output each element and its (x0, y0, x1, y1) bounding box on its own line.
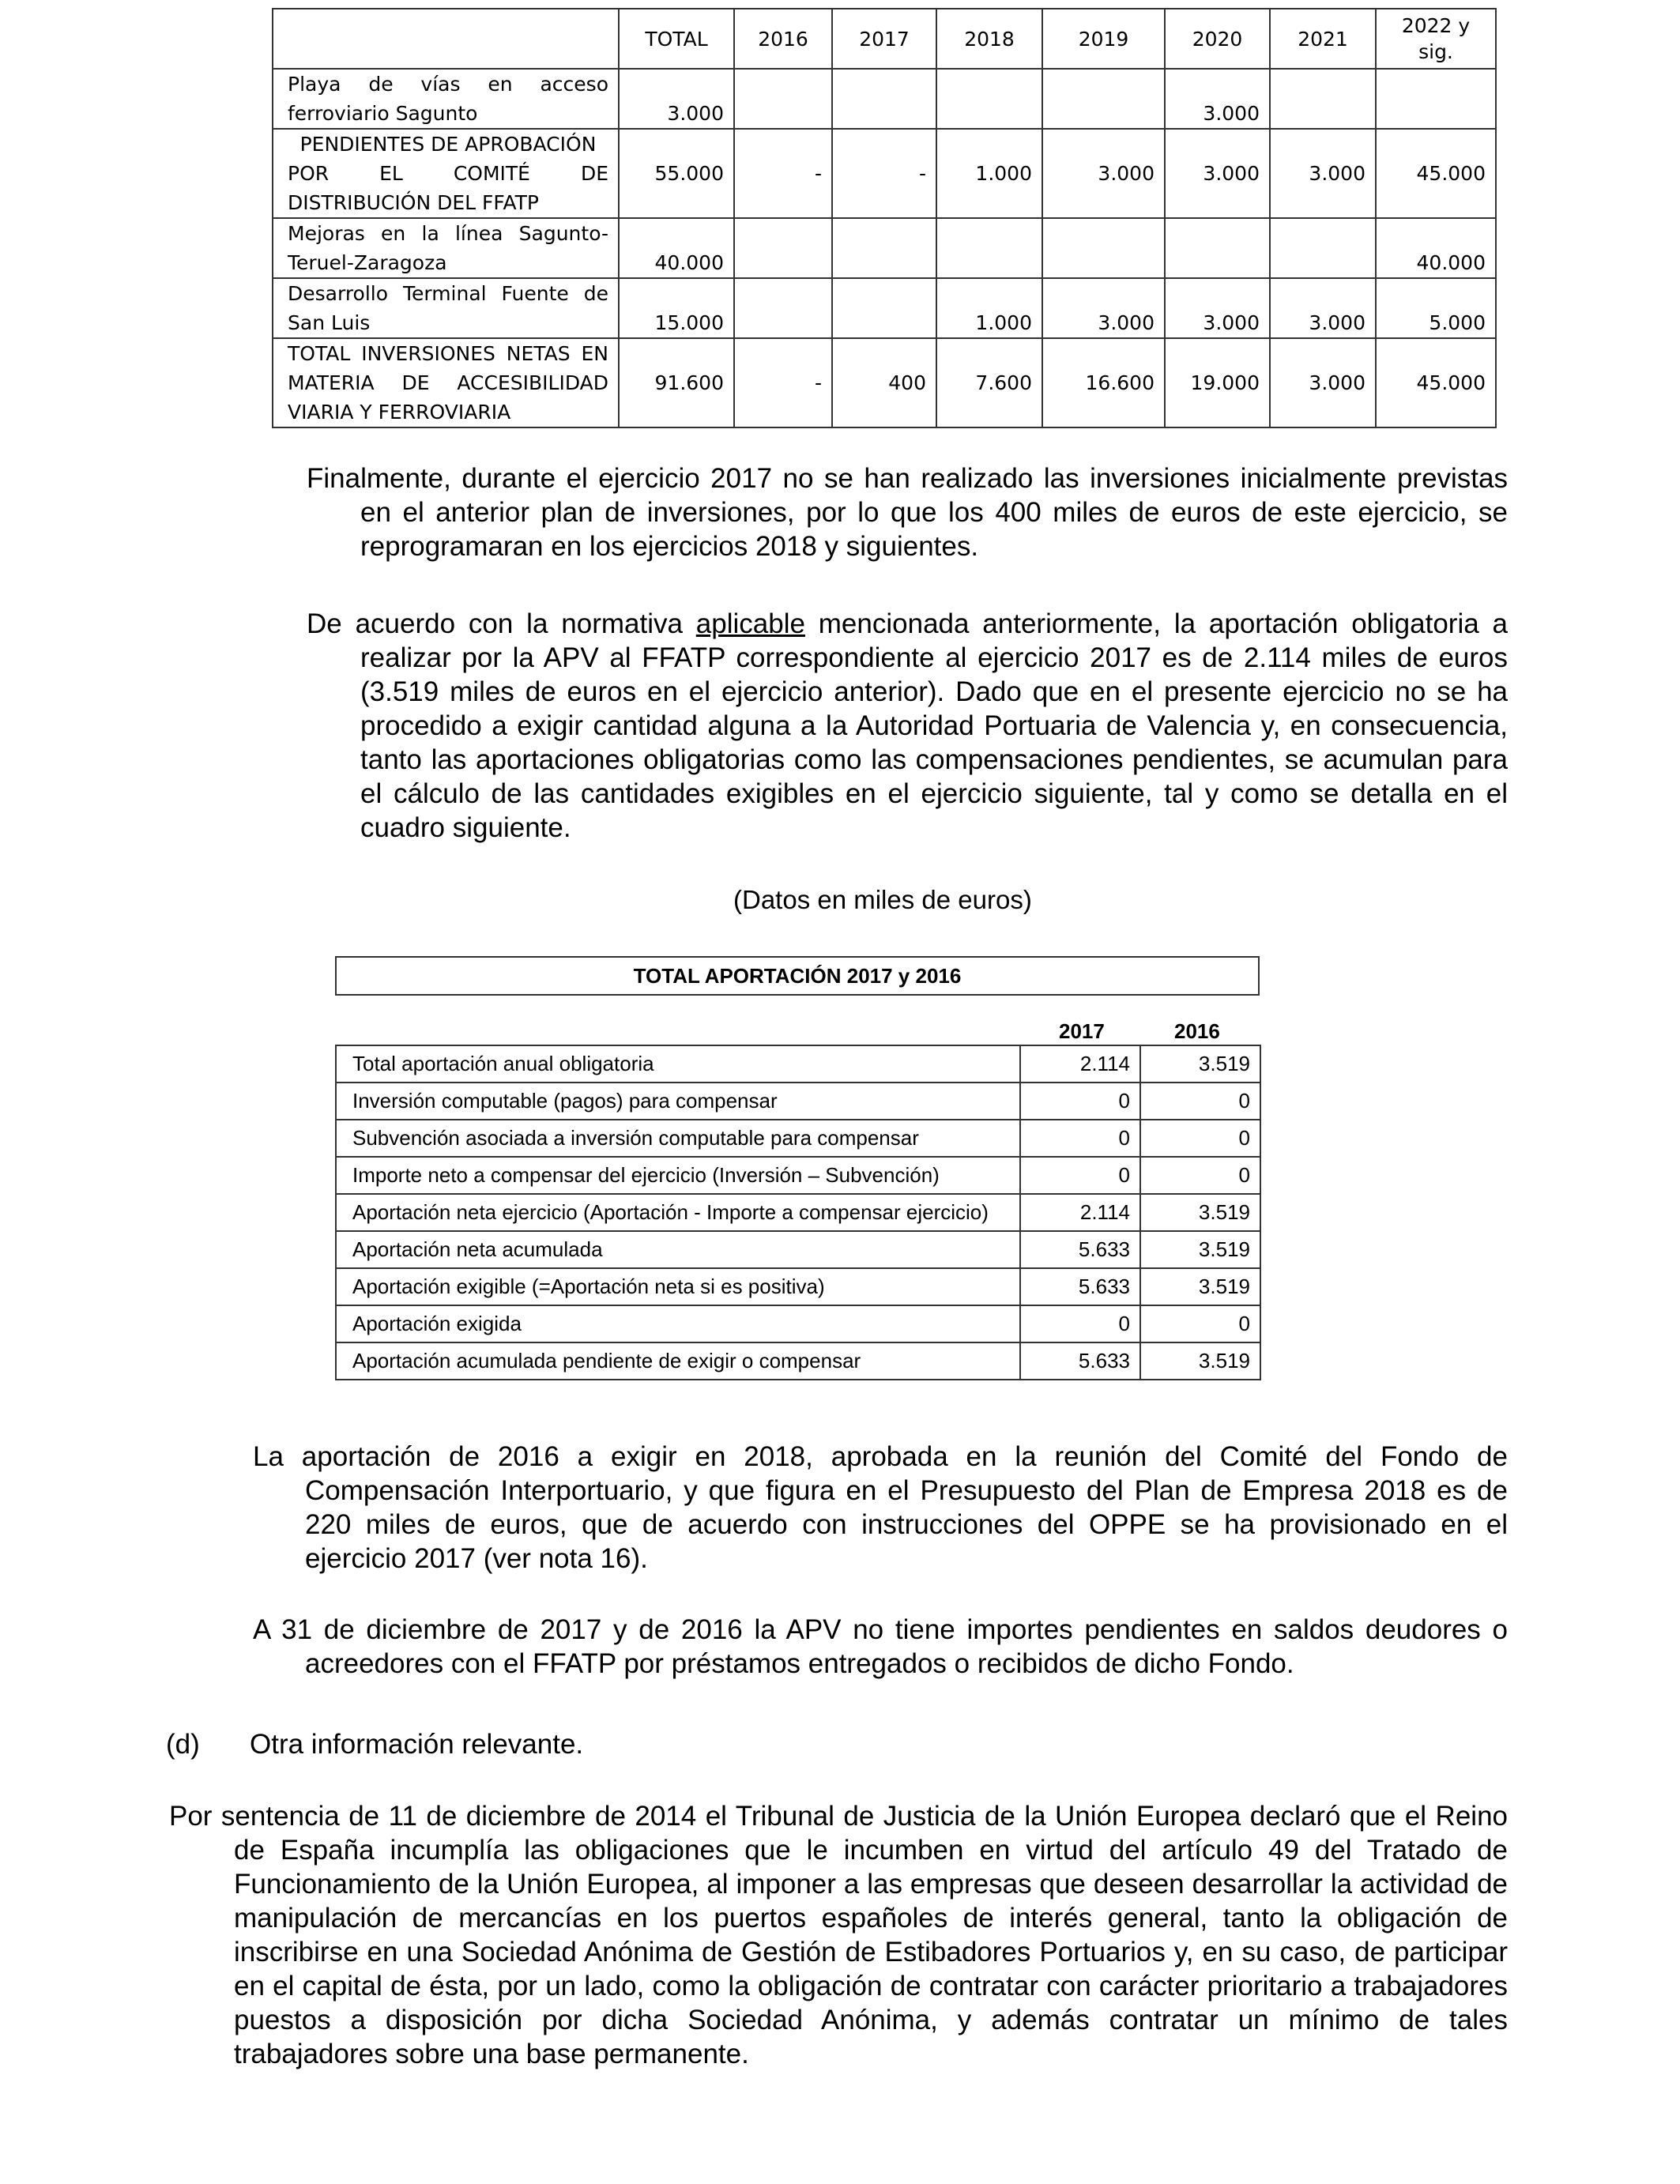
value-2017: 2.114 (1020, 1194, 1140, 1231)
cell-value (936, 218, 1042, 278)
cell-value: - (734, 338, 832, 427)
table-row (273, 338, 1496, 427)
cell-value: 7.600 (936, 338, 1042, 427)
value-2016: 3.519 (1140, 1045, 1260, 1083)
table-row (273, 278, 1496, 338)
paragraph-obligatory-contribution (307, 607, 1508, 845)
cell-value: 91.600 (619, 338, 734, 427)
table-row (336, 1305, 1260, 1342)
header-cell: 2019 (1042, 9, 1165, 69)
contribution-table-body (336, 1045, 1260, 1380)
cell-value: 16.600 (1042, 338, 1165, 427)
value-2016: 3.519 (1140, 1342, 1260, 1380)
cell-value: 3.000 (1165, 69, 1270, 129)
row-label: Total aportación anual obligatoria (336, 1045, 1020, 1083)
header-cell: 2016 (734, 9, 832, 69)
cell-value (1376, 69, 1496, 129)
value-2016: 0 (1140, 1083, 1260, 1120)
row-label: Desarrollo Terminal Fuente de San Luis (273, 278, 619, 338)
value-2017: 0 (1020, 1157, 1140, 1194)
table-row (273, 129, 1496, 218)
cell-value: 45.000 (1376, 129, 1496, 218)
row-label: Inversión computable (pagos) para compensar (336, 1083, 1020, 1120)
cell-value (734, 278, 832, 338)
table-caption: (Datos en miles de euros) (733, 885, 1032, 914)
cell-value: 3.000 (1270, 338, 1376, 427)
row-label: Aportación neta acumulada (336, 1231, 1020, 1268)
header-cell: TOTAL (619, 9, 734, 69)
row-label: TOTAL INVERSIONES NETAS EN MATERIA DE ACCESIBILIDAD VIARIA Y FERROVIARIA (273, 338, 619, 427)
paragraph-pending-balances: A 31 de diciembre de 2017 y de 2016 la APV no tiene importes pendientes en saldos deudores o acreedores con el FFATP por préstamos entregados o recibidos de dicho Fondo. (253, 1614, 1508, 1679)
table-row (336, 1120, 1260, 1157)
section-title: Otra información relevante. (250, 1729, 584, 1760)
header-cell: 2018 (936, 9, 1042, 69)
value-2016: 3.519 (1140, 1231, 1260, 1268)
row-label: Importe neto a compensar del ejercicio (Inversión – Subvención) (336, 1157, 1020, 1194)
table-row (336, 1231, 1260, 1268)
cell-value: 40.000 (619, 218, 734, 278)
table-row (273, 218, 1496, 278)
row-label: Aportación exigida (336, 1305, 1020, 1342)
paragraph-reprogramming: Finalmente, durante el ejercicio 2017 no se han realizado las inversiones inicialmente previstas en el anterior plan de inversiones, por lo que los 400 miles de euros de este ejercicio, se reprogramaran en los ejercicios 2018 y siguientes. (307, 463, 1508, 562)
row-label: Aportación neta ejercicio (Aportación - Importe a compensar ejercicio) (336, 1194, 1020, 1231)
cell-value: 3.000 (1042, 129, 1165, 218)
value-2017: 0 (1020, 1305, 1140, 1342)
contribution-table (335, 1045, 1261, 1380)
cell-value: 3.000 (1165, 129, 1270, 218)
cell-value: 1.000 (936, 278, 1042, 338)
cell-value: 3.000 (1042, 278, 1165, 338)
cell-value (832, 278, 936, 338)
cell-value (1270, 218, 1376, 278)
value-2016: 0 (1140, 1157, 1260, 1194)
contribution-table-title: TOTAL APORTACIÓN 2017 y 2016 (335, 956, 1260, 996)
cell-value (734, 218, 832, 278)
underlined-word: aplicable (695, 608, 805, 639)
cell-value: 5.000 (1376, 278, 1496, 338)
table-row (273, 69, 1496, 129)
value-2017: 5.633 (1020, 1231, 1140, 1268)
value-2017: 0 (1020, 1083, 1140, 1120)
cell-value (734, 69, 832, 129)
cell-value (832, 69, 936, 129)
header-cell: 2022 y sig. (1376, 9, 1496, 69)
table-row (336, 1045, 1260, 1083)
paragraph-text: mencionada anteriormente, la aportación obligatoria a realizar por la APV al FFATP correspondiente al ejercicio 2017 es de 2.114 miles de euros (3.519 miles de euros en el ejercicio anterior). Dado que en el presente ejercicio no se ha procedido a exigir cantidad alguna a la Autoridad Portuaria de Valencia y, en consecuencia, tanto las aportaciones obligatorias como las compensaciones pendientes, se acumulan para el cálculo de las cantidades exigibles en el ejercicio siguiente, tal y como se detalla en el cuadro siguiente. (360, 608, 1509, 843)
cell-value: 40.000 (1376, 218, 1496, 278)
value-2016: 3.519 (1140, 1194, 1260, 1231)
value-2016: 0 (1140, 1305, 1260, 1342)
row-label: Aportación acumulada pendiente de exigir o compensar (336, 1342, 1020, 1380)
value-2017: 5.633 (1020, 1268, 1140, 1305)
table-row (336, 1194, 1260, 1231)
table-row (336, 1083, 1260, 1120)
cell-value: 15.000 (619, 278, 734, 338)
cell-value (1042, 218, 1165, 278)
cell-value: 3.000 (619, 69, 734, 129)
cell-value: 3.000 (1270, 278, 1376, 338)
cell-value: 55.000 (619, 129, 734, 218)
header-cell: 2021 (1270, 9, 1376, 69)
cell-value: 19.000 (1165, 338, 1270, 427)
value-2017: 2.114 (1020, 1045, 1140, 1083)
row-label: Mejoras en la línea Sagunto- Teruel-Zaragoza (273, 218, 619, 278)
header-cell: 2017 (832, 9, 936, 69)
cell-value (832, 218, 936, 278)
row-label: Subvención asociada a inversión computable para compensar (336, 1120, 1020, 1157)
investment-table (272, 8, 1497, 428)
paragraph-2016-contribution: La aportación de 2016 a exigir en 2018, aprobada en la reunión del Comité del Fondo de Compensación Interportuario, y que figura en el Presupuesto del Plan de Empresa 2018 es de 220 miles de euros, que de acuerdo con instrucciones del OPPE se ha provisionado en el ejercicio 2017 (ver nota 16). (253, 1441, 1508, 1574)
cell-value: 3.000 (1165, 278, 1270, 338)
cell-value (1165, 218, 1270, 278)
cell-value: 400 (832, 338, 936, 427)
column-header-2016: 2016 (1174, 1019, 1220, 1043)
row-label: PENDIENTES DE APROBACIÓN POR EL COMITÉ DE DISTRIBUCIÓN DEL FFATP (273, 129, 619, 218)
cell-value (1042, 69, 1165, 129)
investment-table-header (273, 9, 1496, 69)
value-2016: 0 (1140, 1120, 1260, 1157)
row-label: Aportación exigible (=Aportación neta si es positiva) (336, 1268, 1020, 1305)
cell-value: 3.000 (1270, 129, 1376, 218)
header-cell-empty (273, 9, 619, 69)
section-marker: (d) (166, 1729, 200, 1760)
value-2017: 0 (1020, 1120, 1140, 1157)
cell-value: 45.000 (1376, 338, 1496, 427)
value-2017: 5.633 (1020, 1342, 1140, 1380)
cell-value: - (832, 129, 936, 218)
table-row (336, 1268, 1260, 1305)
cell-value (1270, 69, 1376, 129)
cell-value: 1.000 (936, 129, 1042, 218)
column-header-2017: 2017 (1059, 1019, 1105, 1043)
cell-value (936, 69, 1042, 129)
paragraph-court-ruling: Por sentencia de 11 de diciembre de 2014 el Tribunal de Justicia de la Unión Europea declaró que el Reino de España incumplía las obligaciones que le incumben en virtud del artículo 49 del Tratado de Funcionamiento de la Unión Europea, al imponer a las empresas que deseen desarrollar la actividad de manipulación de mercancías en los puertos españoles de interés general, tanto la obligación de inscribirse en una Sociedad Anónima de Gestión de Estibadores Portuarios y, en su caso, de participar en el capital de ésta, por un lado, como la obligación de contratar con carácter prioritario a trabajadores puestos a disposición por dicha Sociedad Anónima, y además contratar un mínimo de tales trabajadores sobre una base permanente. (169, 1801, 1508, 2069)
header-cell: 2020 (1165, 9, 1270, 69)
paragraph-text: De acuerdo con la normativa (307, 608, 696, 639)
cell-value: - (734, 129, 832, 218)
row-label: Playa de vías en acceso ferroviario Sagunto (273, 69, 619, 129)
table-row (336, 1157, 1260, 1194)
value-2016: 3.519 (1140, 1268, 1260, 1305)
table-row (336, 1342, 1260, 1380)
